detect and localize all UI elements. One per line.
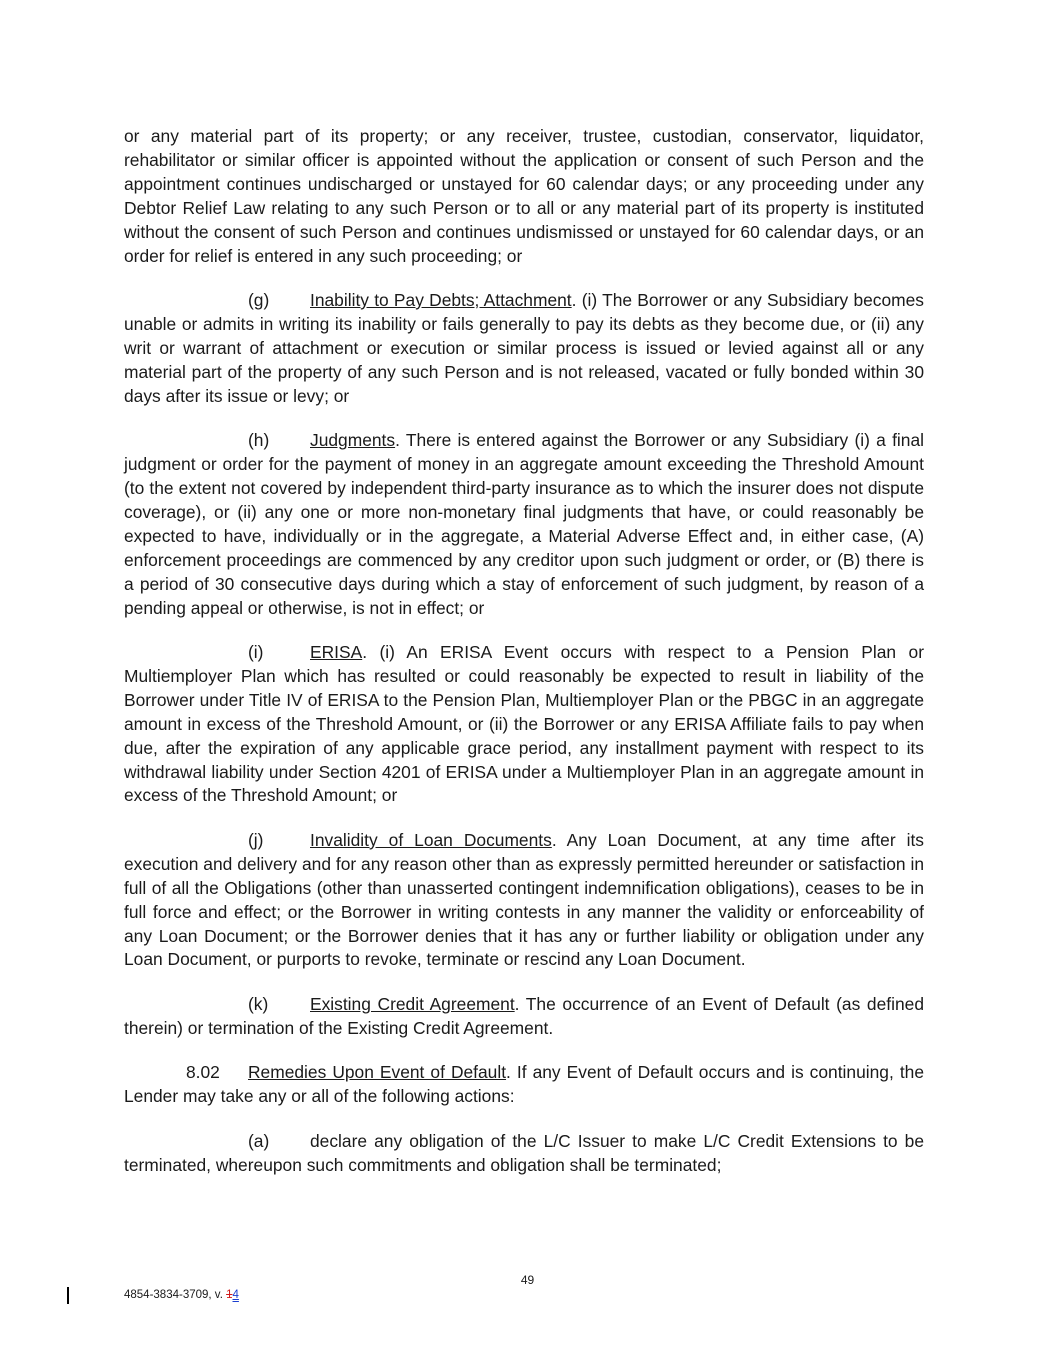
clause-h [124,429,924,620]
clause-text: . (i) The Borrower or any Subsidiary becomes unable or admits in writing its inability or fails generally to pay its debts as they become due, or (ii) any writ or warrant of attachment or execution or similar process is issued or levied against all or any material part of the property of any such Person and is not released, vacated or fully bonded within 30 days after its issue or levy; or [124,290,925,406]
subclause-a [124,1130,924,1178]
clause-marker: (j) [248,829,264,850]
version-inserted: 4 [232,1289,239,1301]
clause-marker: (i) [248,642,264,662]
section-number: 8.02 [186,1062,220,1083]
continuation-paragraph: or any material part of its property; or any receiver, trustee, custodian, conservator, liquidator, rehabilitator or similar officer is appointed without the application or consent of such Person and the appointment continues undischarged or unstayed for 60 calendar days; or any proceeding under any Debtor Relief Law relating to any such Person or to all or any material part of its property is instituted without the consent of such Person and continues undismissed or unstayed for 60 calendar days, or an order for relief is entered in any such proceeding; or [124,126,924,266]
section-8-02 [124,1061,924,1109]
version-deleted: 1 [226,1289,233,1301]
subclause-text: declare any obligation of the L/C Issuer to make L/C Credit Extensions to be terminated, whereupon such commitments and obligation shall be terminated; [124,1130,924,1175]
clause-text: . There is entered against the Borrower or any Subsidiary (i) a final judgment or order for the payment of money in an aggregate amount exceeding the Threshold Amount (to the extent not covered by independent third-party insurance as to which the insurer does not dispute coverage), or (ii) any one or more non-monetary final judgments that have, or could reasonably be expected to have, individually or in the aggregate, a Material Adverse Effect and, in either case, (A) enforcement proceedings are commenced by any creditor upon such judgment or order, or (B) there is a period of 30 consecutive days during which a stay of enforcement of such judgment, by reason of a pending appeal or otherwise, is not in effect; or [124,430,924,618]
document-id [124,1289,239,1301]
clause-heading: Existing Credit Agreement [310,993,515,1014]
section-heading: Remedies Upon Event of Default [248,1062,507,1083]
clause-heading: Judgments [310,430,396,451]
clause-g [124,289,924,409]
clause-marker: (h) [248,430,270,451]
clause-heading: Inability to Pay Debts; Attachment [310,290,572,311]
change-bar [67,1287,69,1304]
document-body [124,125,924,1198]
doc-id-prefix: 4854-3834-3709, v. [124,1289,227,1301]
section-text: . If any Event of Default occurs and is continuing, the Lender may take any or all of the following actions: [124,1062,924,1107]
clause-text: . (i) An ERISA Event occurs with respect to a Pension Plan or Multiemployer Plan which has resulted or could reasonably be expected to result in liability of the Borrower under Title IV of ERISA to the Pension Plan, Multiemployer Plan or the PBGC in an aggregate amount in excess of the Threshold Amount, or (ii) the Borrower or any ERISA Affiliate fails to pay when due, after the expiration of any applicable grace period, any installment payment with respect to its withdrawal liability under Section 4201 of ERISA under a Multiemployer Plan in an aggregate amount in excess of the Threshold Amount; or [124,642,924,806]
page-number: 49 [520,1273,535,1287]
clause-j [124,829,924,972]
clause-marker: (g) [248,290,270,311]
clause-k [124,993,924,1041]
clause-heading: ERISA [310,642,363,662]
clause-text: . Any Loan Document, at any time after its execution and delivery and for any reason other than as expressly permitted hereunder or satisfaction in full of all the Obligations (other than unasserted contingent indemnification obligations), ceases to be in full force and effect; or the Borrower in writing contests in any manner the validity or enforceability of any Loan Document; or the Borrower denies that it has any or further liability or obligation under any Loan Document, or purports to revoke, terminate or rescind any Loan Document. [124,829,924,970]
clause-heading: Invalidity of Loan Documents [310,829,552,850]
clause-text: . The occurrence of an Event of Default (as defined therein) or termination of the Existing Credit Agreement. [124,993,924,1038]
clause-i [124,641,924,808]
subclause-marker: (a) [248,1130,270,1151]
clause-marker: (k) [248,993,269,1014]
